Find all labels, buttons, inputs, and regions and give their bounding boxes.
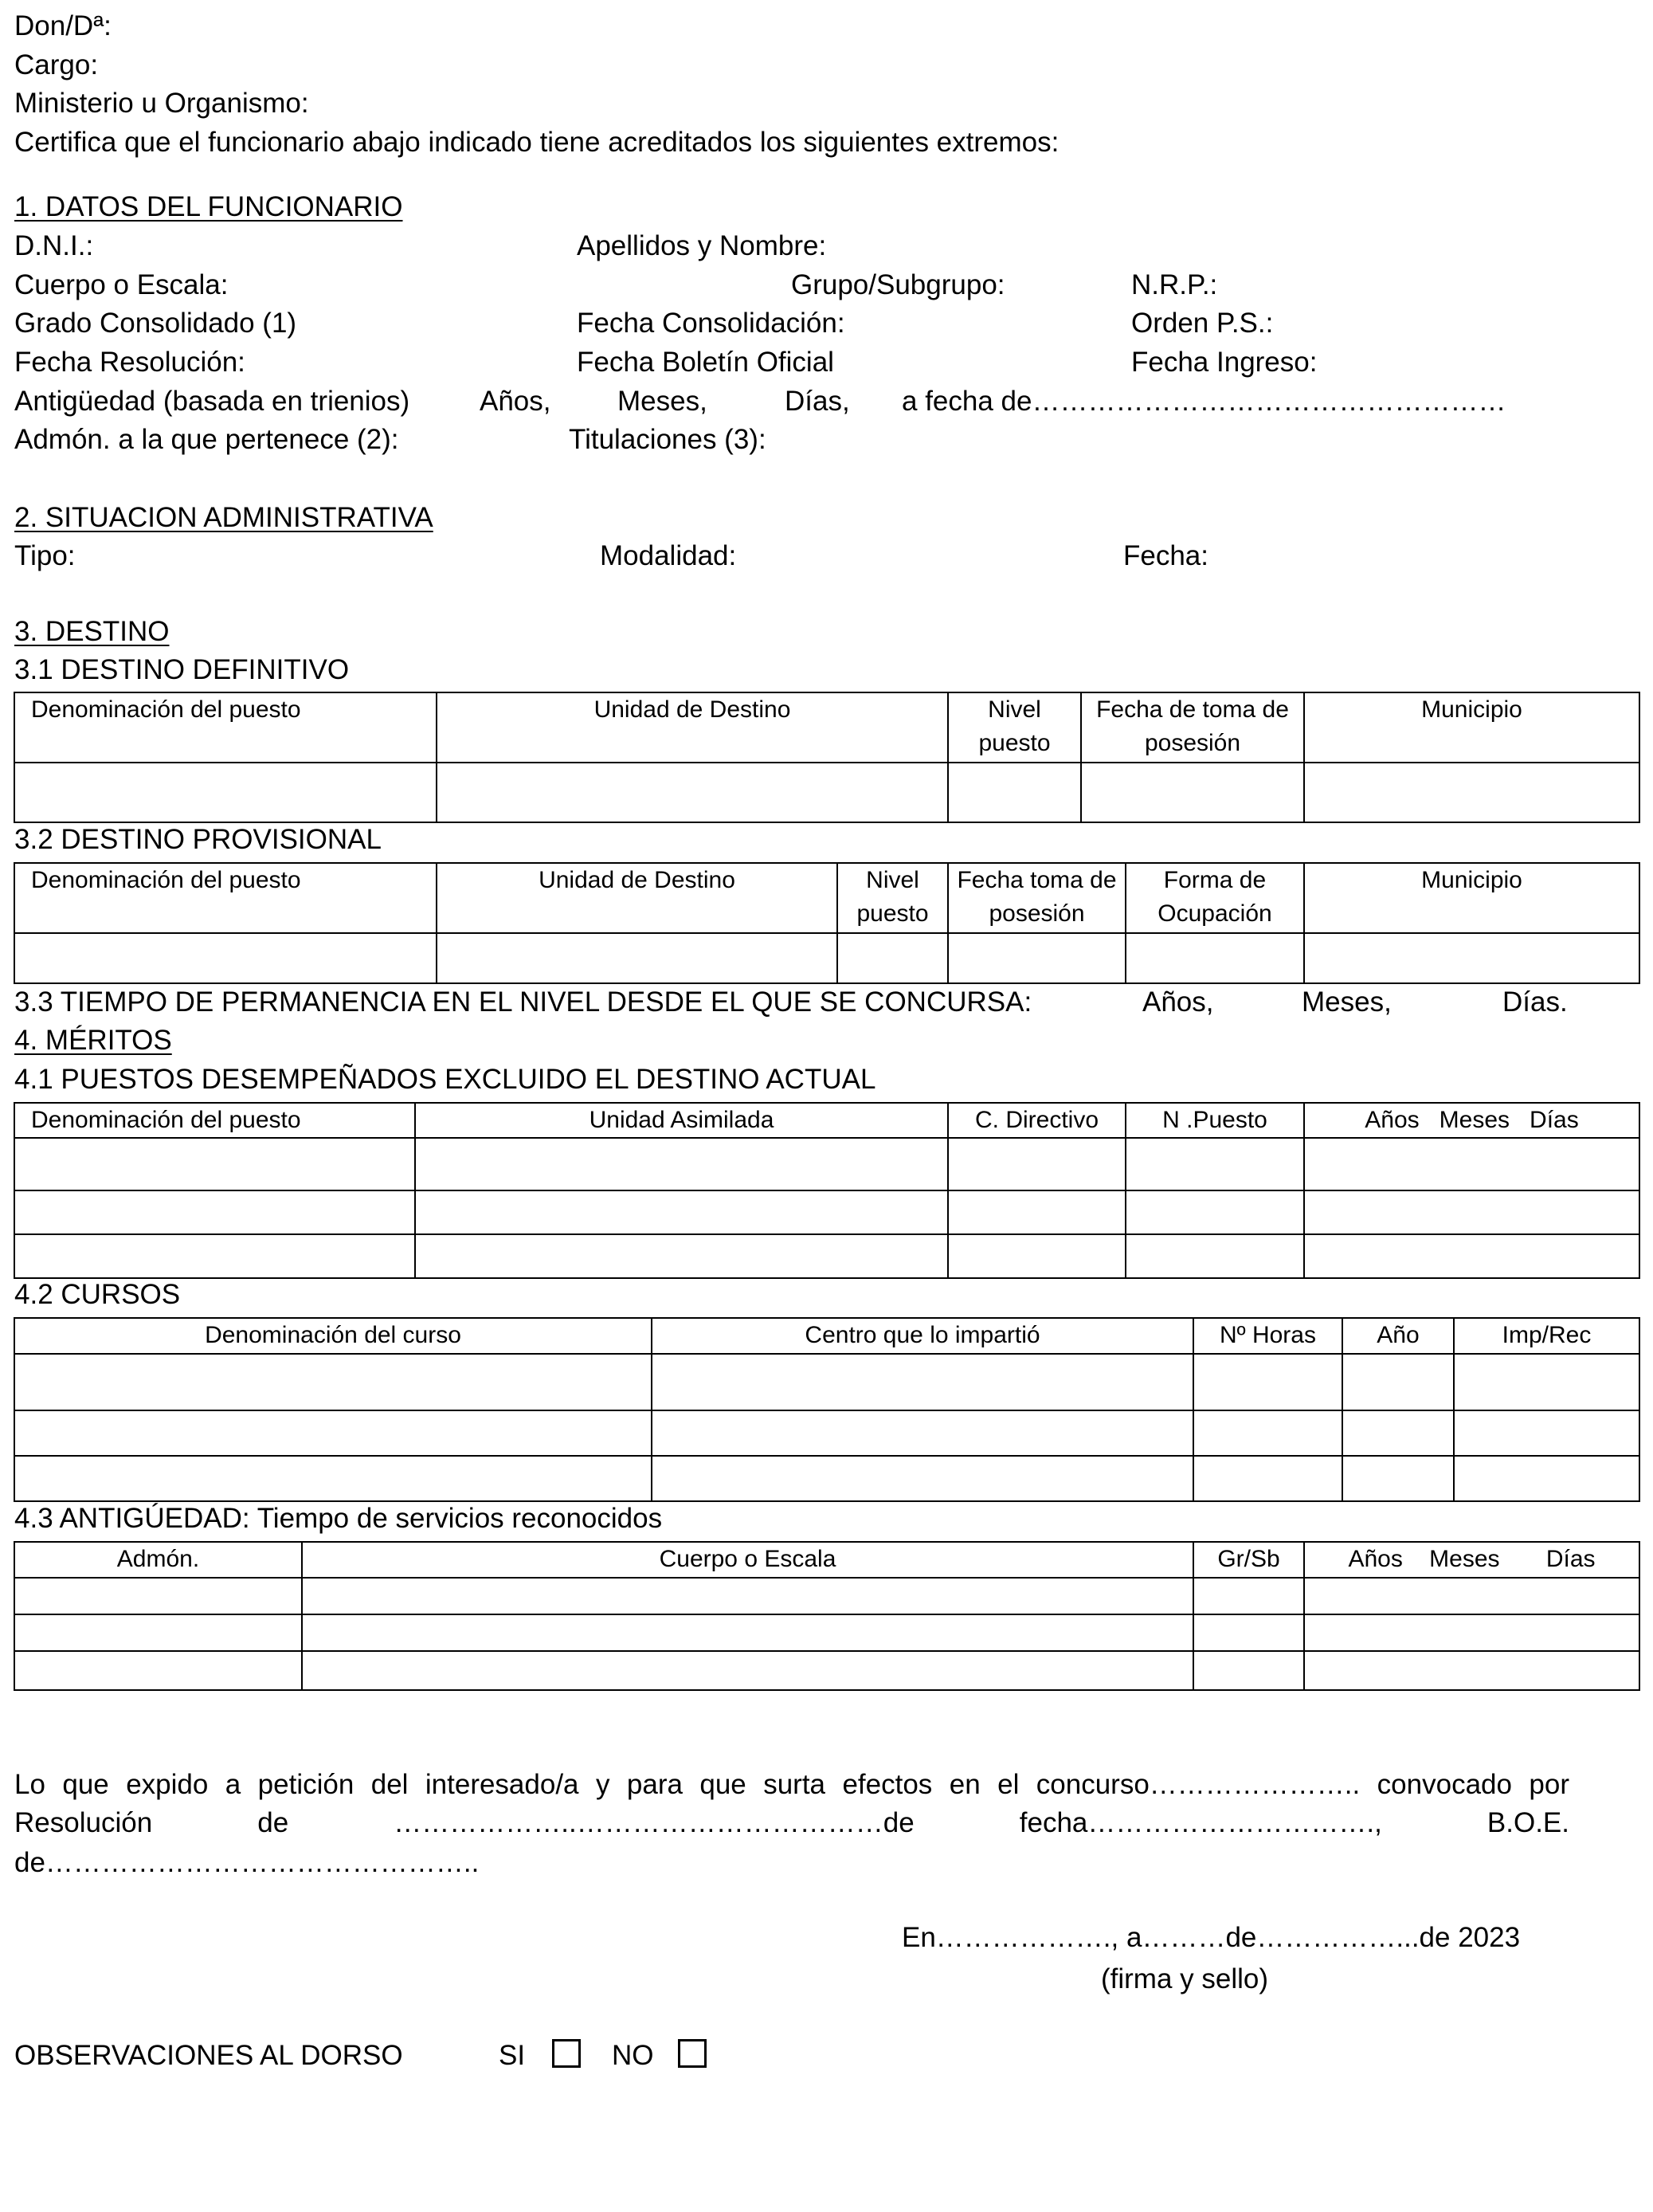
table-cell[interactable] [14,763,437,822]
table-cell[interactable] [1454,1410,1639,1456]
certifica-text: Certifica que el funcionario abajo indicado tiene acreditados los siguientes extremos: [14,127,1060,158]
si-label: SI [499,2040,526,2071]
col-ano: Año [1342,1318,1454,1354]
don-label: Don/Dª: [14,10,112,41]
table-header-row [14,692,1639,763]
table-cell[interactable] [948,1234,1126,1278]
nrp-label: N.R.P.: [1131,269,1218,300]
table-cell[interactable] [302,1614,1193,1651]
table-cell[interactable] [1193,1651,1304,1690]
table-cell[interactable] [1454,1354,1639,1410]
table-cell[interactable] [1304,1234,1639,1278]
firma-label: (firma y sello) [1101,1963,1269,1994]
table-cell[interactable] [14,1410,652,1456]
cargo-label: Cargo: [14,49,99,80]
table-cell[interactable] [1126,1234,1304,1278]
col-municipio: Municipio [1304,863,1639,933]
antiguedad-label: Antigüedad (basada en trienios) [14,386,410,417]
table-cell[interactable] [14,1234,415,1278]
orden-label: Orden P.S.: [1131,308,1274,339]
table-cell[interactable] [1342,1456,1454,1501]
tiempo-anos-label: Años, [1142,986,1214,1018]
table-row [14,763,1639,822]
table-row [14,1234,1639,1278]
destino-provisional-table [14,862,1640,984]
col-cuerpo-escala: Cuerpo o Escala [302,1542,1193,1578]
col-unidad: Unidad de Destino [437,863,837,933]
table-cell[interactable] [948,763,1081,822]
table-cell[interactable] [415,1234,948,1278]
tiempo-meses-label: Meses, [1302,986,1392,1018]
col-nivel: Nivel puesto [837,863,948,933]
table-row [14,1651,1639,1690]
table-cell[interactable] [837,933,948,983]
puestos-title: 4.1 PUESTOS DESEMPEÑADOS EXCLUIDO EL DESTINO ACTUAL [14,1064,876,1095]
col-denominacion: Denominación del puesto [14,692,437,763]
col-unidad: Unidad de Destino [437,692,948,763]
antiguedad-anos-label: Años, [480,386,551,417]
section-2-title: 2. SITUACION ADMINISTRATIVA [14,502,433,533]
dni-label: D.N.I.: [14,230,94,261]
col-fecha-toma: Fecha toma de posesión [948,863,1126,933]
fecha-consolidacion-label: Fecha Consolidación: [577,308,845,339]
section-3-title: 3. DESTINO [14,616,170,647]
table-cell[interactable] [1304,1138,1639,1190]
cuerpo-label: Cuerpo o Escala: [14,269,229,300]
col-nivel: Nivel puesto [948,692,1081,763]
table-row [14,1138,1639,1190]
table-row [14,1578,1639,1614]
antiguedad-table [14,1541,1640,1691]
table-cell[interactable] [652,1354,1193,1410]
col-admon: Admón. [14,1542,302,1578]
tipo-label: Tipo: [14,540,76,571]
col-anos-meses-dias: Años Meses Días [1304,1542,1639,1578]
table-row [14,1614,1639,1651]
table-row [14,1456,1639,1501]
table-cell[interactable] [1304,1578,1639,1614]
footer-line-3: de……………………………………….. [14,1847,480,1878]
table-cell[interactable] [1193,1354,1342,1410]
observaciones-label: OBSERVACIONES AL DORSO [14,2040,403,2071]
table-cell[interactable] [437,933,837,983]
section-1-title: 1. DATOS DEL FUNCIONARIO [14,191,403,222]
cursos-title: 4.2 CURSOS [14,1279,181,1310]
table-cell[interactable] [14,1651,302,1690]
col-denominacion-curso: Denominación del curso [14,1318,652,1354]
cursos-table [14,1317,1640,1502]
table-cell[interactable] [14,1138,415,1190]
antiguedad-fecha-label: a fecha de…………………………………………… [902,386,1506,417]
table-cell[interactable] [652,1456,1193,1501]
table-cell[interactable] [1454,1456,1639,1501]
table-cell[interactable] [1081,763,1304,822]
antiguedad-meses-label: Meses, [617,386,707,417]
table-cell[interactable] [14,1578,302,1614]
table-row [14,1354,1639,1410]
tiempo-dias-label: Días. [1502,986,1568,1018]
table-cell[interactable] [1193,1456,1342,1501]
table-cell[interactable] [948,1190,1126,1234]
col-denominacion: Denominación del puesto [14,863,437,933]
table-cell[interactable] [1304,1190,1639,1234]
table-row [14,1410,1639,1456]
col-unidad-asimilada: Unidad Asimilada [415,1103,948,1138]
destino-definitivo-title: 3.1 DESTINO DEFINITIVO [14,654,350,685]
tiempo-permanencia-label: 3.3 TIEMPO DE PERMANENCIA EN EL NIVEL DESDE EL QUE SE CONCURSA: [14,986,1032,1018]
fecha-resolucion-label: Fecha Resolución: [14,347,245,378]
table-row [14,1190,1639,1234]
no-label: NO [612,2040,654,2071]
situacion-fecha-label: Fecha: [1123,540,1208,571]
col-n-puesto: N .Puesto [1126,1103,1304,1138]
table-cell[interactable] [1342,1410,1454,1456]
grado-label: Grado Consolidado (1) [14,308,297,339]
col-horas: Nº Horas [1193,1318,1342,1354]
titulaciones-label: Titulaciones (3): [569,424,766,455]
ministerio-label: Ministerio u Organismo: [14,88,309,119]
table-cell[interactable] [1126,933,1304,983]
table-header-row [14,1103,1639,1138]
table-cell[interactable] [415,1190,948,1234]
table-cell[interactable] [1304,1651,1639,1690]
col-fecha-toma: Fecha de toma de posesión [1081,692,1304,763]
modalidad-label: Modalidad: [600,540,737,571]
col-denominacion: Denominación del puesto [14,1103,415,1138]
apellidos-label: Apellidos y Nombre: [577,230,827,261]
grupo-label: Grupo/Subgrupo: [791,269,1005,300]
table-cell[interactable] [437,763,948,822]
col-forma-ocupacion: Forma de Ocupación [1126,863,1304,933]
admon-label: Admón. a la que pertenece (2): [14,424,399,455]
table-cell[interactable] [1193,1578,1304,1614]
table-cell[interactable] [948,933,1126,983]
table-cell[interactable] [415,1138,948,1190]
footer-line-2: Resolución de ………………..……………………………de fecha…………………………., B.O.E. [14,1807,1569,1838]
col-municipio: Municipio [1304,692,1639,763]
fecha-boletin-label: Fecha Boletín Oficial [577,347,834,378]
table-cell[interactable] [652,1410,1193,1456]
col-centro: Centro que lo impartió [652,1318,1193,1354]
fecha-ingreso-label: Fecha Ingreso: [1131,347,1318,378]
destino-provisional-title: 3.2 DESTINO PROVISIONAL [14,824,382,855]
antiguedad-servicios-title: 4.3 ANTIGÚEDAD: Tiempo de servicios reconocidos [14,1503,663,1534]
no-checkbox[interactable] [678,2039,707,2068]
puestos-table [14,1102,1640,1279]
si-checkbox[interactable] [552,2039,581,2068]
col-gr-sb: Gr/Sb [1193,1542,1304,1578]
lugar-fecha-line: En………………., a………de……………...de 2023 [902,1922,1521,1953]
table-cell[interactable] [1304,1614,1639,1651]
table-header-row [14,863,1639,933]
table-cell[interactable] [14,1614,302,1651]
antiguedad-dias-label: Días, [785,386,850,417]
table-cell[interactable] [1342,1354,1454,1410]
table-cell[interactable] [14,1354,652,1410]
table-cell[interactable] [302,1651,1193,1690]
table-cell[interactable] [14,933,437,983]
table-cell[interactable] [1193,1614,1304,1651]
section-4-title: 4. MÉRITOS [14,1025,172,1056]
table-cell[interactable] [1304,933,1639,983]
col-imp-rec: Imp/Rec [1454,1318,1639,1354]
col-c-directivo: C. Directivo [948,1103,1126,1138]
table-cell[interactable] [14,1190,415,1234]
table-cell[interactable] [1193,1410,1342,1456]
table-header-row [14,1542,1639,1578]
table-row [14,933,1639,983]
table-cell[interactable] [14,1456,652,1501]
table-header-row [14,1318,1639,1354]
table-cell[interactable] [1126,1190,1304,1234]
table-cell[interactable] [302,1578,1193,1614]
destino-definitivo-table [14,692,1640,823]
table-cell[interactable] [1126,1138,1304,1190]
table-cell[interactable] [1304,763,1639,822]
table-cell[interactable] [948,1138,1126,1190]
col-anos-meses-dias: Años Meses Días [1304,1103,1639,1138]
footer-line-1: Lo que expido a petición del interesado/a y para que surta efectos en el concurso………………….. convocado por [14,1769,1569,1800]
